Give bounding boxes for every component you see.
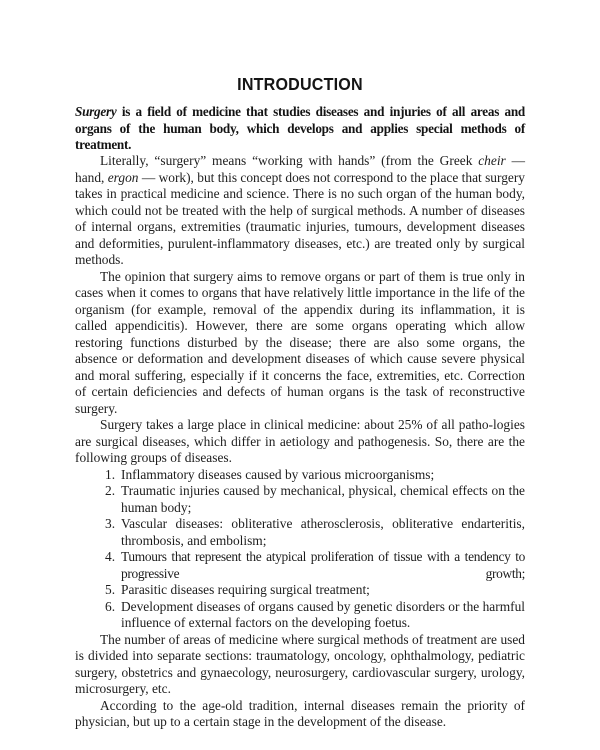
list-item — [75, 549, 525, 582]
italic-term: cheir — [478, 153, 506, 169]
lead-term: Surgery — [75, 104, 117, 120]
paragraph-literally — [75, 153, 525, 269]
list-item — [75, 483, 525, 516]
paragraph-text: Literally, “surgery” means “working with hands” (from the Greek — [100, 153, 479, 169]
paragraph-age-old-tradition — [75, 698, 525, 731]
body-paragraphs-after-list — [75, 632, 525, 731]
list-item-number: 1. — [105, 466, 116, 482]
list-item-text: Parasitic diseases requiring surgical treatment; — [121, 582, 370, 598]
list-item — [75, 582, 525, 599]
list-item-number: 6. — [105, 598, 116, 614]
paragraph-text: The opinion that surgery aims to remove organs or part of them is true only in cases when it comes to organs that have relatively little importance in the life of the organism (for example, removal of the appendix during its inflammation, it is called appendicitis). However, there are some organs operating which allow restoring functions disturbed by the disease; there are also some organs, the absence or deformation and development diseases of which cause severe physical and moral suffering, especially if it concerns the face, extremities, etc. Correction of certain deficiencies and defects of human organs is the task of reconstructive surgery. — [75, 268, 525, 416]
list-item-number: 2. — [105, 483, 116, 499]
list-item-number: 3. — [105, 516, 116, 532]
list-item — [75, 599, 525, 632]
list-item-number: 5. — [105, 582, 116, 598]
list-item-text: Traumatic injuries caused by mechanical, physical, chemical effects on the human body; — [121, 483, 525, 515]
paragraph-clinical-place — [75, 417, 525, 467]
paragraph-areas-of-medicine — [75, 632, 525, 698]
page-title: INTRODUCTION — [237, 74, 363, 94]
paragraph-text: — hand, — [75, 153, 525, 185]
list-item — [75, 516, 525, 549]
list-item-text: Tumours that represent the atypical proliferation of tissue with a tendency to progressive growth; — [121, 549, 525, 581]
italic-term: ergon — [107, 169, 139, 185]
paragraph-text: Surgery takes a large place in clinical medicine: about 25% of all patho-logies are surgical diseases, which differ in aetiology and pathogenesis. So, there are the following groups of diseases. — [75, 417, 525, 466]
list-item-number: 4. — [105, 549, 116, 565]
list-item — [75, 467, 525, 484]
lead-rest: is a field of medicine that studies diseases and injuries of all areas and organs of the human body, which develops and applies special methods of treatment. — [75, 104, 525, 153]
paragraph-text: — work), but this concept does not correspond to the place that surgery takes in practical medicine and science. There is no such organ of the human body, which could not be treated with the help of surgical methods. A number of diseases of internal organs, extremities (traumatic injuries, tumours, development diseases and deformities, purulent-inflammatory diseases, etc.) are treated only by surgical methods. — [75, 169, 525, 268]
disease-groups-list — [75, 467, 525, 632]
lead-paragraph — [75, 104, 525, 153]
list-item-text: Development diseases of organs caused by genetic disorders or the harmful influence of external factors on the developing foetus. — [121, 598, 525, 631]
paragraph-text: According to the age-old tradition, internal diseases remain the priority of physician, but up to a certain stage in the development of the disease. — [75, 697, 525, 730]
body-paragraphs-before-list — [75, 153, 525, 467]
paragraph-text: The number of areas of medicine where surgical methods of treatment are used is divided into separate sections: traumatology, oncology, ophthalmology, pediatric surgery, obstetrics and gynaecology, neurosurgery, cardiovascular surgery, urology, microsurgery, etc. — [75, 631, 525, 697]
paragraph-opinion — [75, 269, 525, 418]
list-item-text: Vascular diseases: obliterative atherosclerosis, obliterative endarteritis, thrombosis, and embolism; — [121, 516, 525, 548]
list-item-text: Inflammatory diseases caused by various microorganisms; — [121, 466, 435, 482]
